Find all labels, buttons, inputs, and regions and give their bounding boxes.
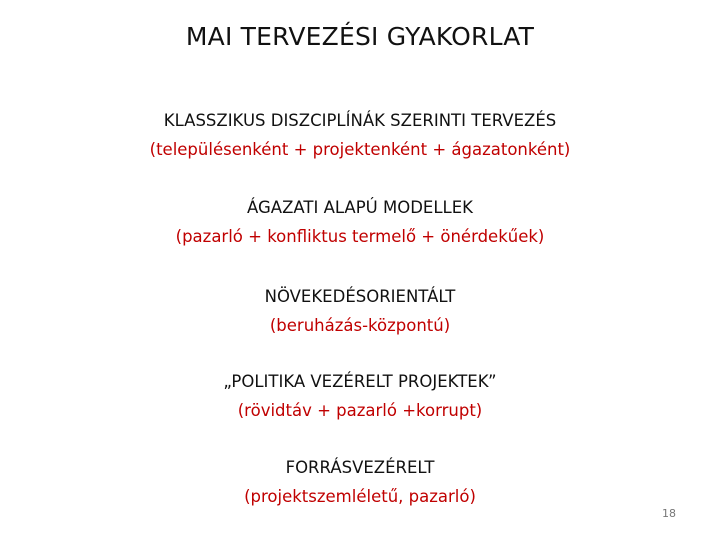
slide-title: MAI TERVEZÉSI GYAKORLAT [185,22,535,51]
item-detail: (projektszemléletű, pazarló) [244,487,476,506]
planning-item-3 [0,282,720,340]
item-heading: KLASSZIKUS DISZCIPLÍNÁK SZERINTI TERVEZÉS [163,111,557,130]
planning-item-4 [0,367,720,425]
item-detail: (pazarló + konfliktus termelő + önérdekűek) [175,227,545,246]
item-heading: „POLITIKA VEZÉRELT PROJEKTEK” [223,372,497,391]
item-heading: NÖVEKEDÉSORIENTÁLT [264,287,456,306]
page-number: 18 [662,507,676,520]
item-detail: (településenként + projektenként + ágazatonként) [149,140,571,159]
planning-item-2 [0,193,720,251]
planning-item-5 [0,453,720,511]
planning-item-1 [0,106,720,164]
item-heading: ÁGAZATI ALAPÚ MODELLEK [247,198,473,217]
item-heading: FORRÁSVEZÉRELT [285,458,435,477]
item-detail: (beruházás-központú) [269,316,451,335]
item-detail: (rövidtáv + pazarló +korrupt) [237,401,483,420]
